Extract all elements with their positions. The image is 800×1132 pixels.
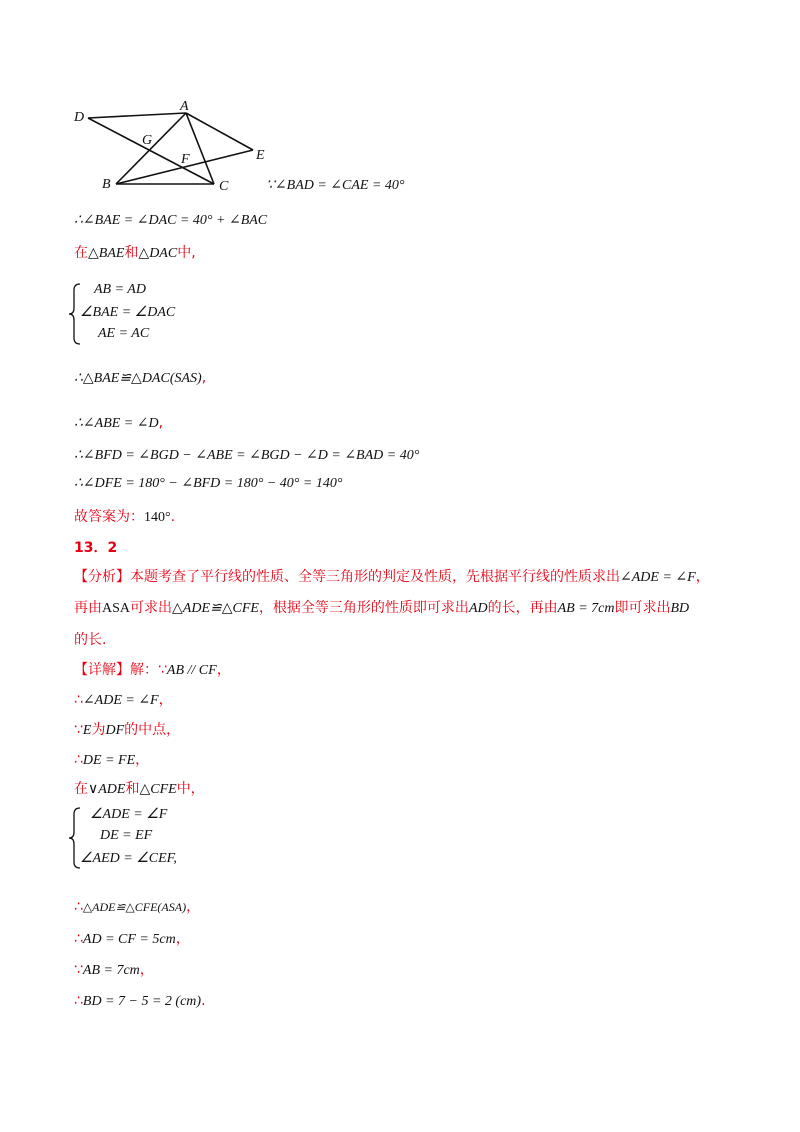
label-c: C [219, 179, 229, 194]
system1-row2: ∠BAE = ∠DAC [80, 305, 176, 320]
math-ab-7: AB = 7cm [557, 601, 615, 616]
therefore: ∴ [74, 931, 83, 947]
math-congruence: △ADE≌△CFE [172, 601, 259, 616]
math-df: DF [105, 723, 125, 738]
system1-row3: AE = AC [98, 326, 150, 341]
text-length: 的长，再由 [487, 600, 558, 616]
math-tri-ade: ∨ADE [88, 782, 126, 797]
comma: ， [186, 899, 201, 915]
math-tri-cfe: △CFE [139, 782, 177, 797]
detail-label: 【详解】解：∵ [74, 662, 167, 678]
math-congruence-sas: ∴△BAE≌△DAC(SAS) [74, 371, 202, 386]
math-ad: AD [468, 601, 488, 616]
text-zhong: 中, [177, 245, 196, 261]
analysis-line1 [74, 567, 710, 588]
math-congruence-asa: △ADE≌△CFE(ASA) [82, 900, 187, 914]
math-bd-result: BD = 7 − 5 = 2 (cm) [82, 994, 202, 1009]
comma: ， [135, 752, 150, 768]
segment-ac [186, 113, 214, 184]
label-b: B [102, 177, 111, 192]
because: ∵ [74, 722, 83, 738]
step-dfe: ∴∠DFE = 180° − ∠BFD = 180° − 40° = 140° [74, 476, 343, 491]
math-parallel: AB // CF [166, 663, 217, 678]
comma: ， [175, 931, 190, 947]
step-abe-d [74, 413, 163, 434]
therefore: ∴ [74, 752, 83, 768]
system2-row1: ∠ADE = ∠F [90, 807, 168, 822]
comma: ， [695, 569, 710, 585]
comma: ， [158, 692, 173, 708]
text-keqiuchu: 可求出 [130, 600, 173, 616]
label-g: G [142, 133, 153, 148]
text-zhong: 中， [176, 781, 205, 797]
system2-row3-text: ∠AED = ∠CEF [80, 851, 174, 866]
detail-line4 [74, 750, 149, 771]
text-he: 和 [124, 245, 139, 261]
math-ab-7cm: AB = 7cm [82, 963, 140, 978]
math-asa: ASA [102, 601, 131, 616]
comma: , [201, 370, 207, 386]
text-zaiyou: 再由 [74, 600, 102, 616]
answer-line [74, 507, 175, 528]
comma: , [158, 415, 164, 431]
segment-ae [186, 113, 253, 150]
math-abe-d: ∴∠ABE = ∠D [74, 416, 159, 431]
text-midpoint: 的中点， [124, 722, 181, 738]
detail-line6 [74, 897, 200, 917]
comma: ， [139, 962, 154, 978]
text-zai: 在 [74, 781, 88, 797]
math-tri-bae: △BAE [88, 246, 125, 261]
math-de-fe: DE = FE [82, 753, 136, 768]
math-ade-f: ∠ADE = ∠F [620, 570, 696, 585]
triangles-intro [74, 243, 196, 264]
question-13: 13．2 [74, 540, 118, 556]
label-e: E [256, 148, 265, 163]
detail-line5 [74, 779, 205, 800]
text-answer: 故答案为： [74, 509, 144, 525]
math-bd: BD [670, 601, 690, 616]
system1-row1: AB = AD [94, 282, 146, 297]
segment-ab [116, 113, 186, 184]
math-ade-f-2: ∠ADE = ∠F [82, 693, 159, 708]
text-he: 和 [125, 781, 140, 797]
system2-row3 [80, 850, 177, 867]
step-bfd: ∴∠BFD = ∠BGD − ∠ABE = ∠BGD − ∠D = ∠BAD = 40° [74, 448, 420, 463]
text-jike: 即可求出 [614, 600, 671, 616]
analysis-line3: 的长. [74, 632, 107, 648]
text-wei: 为 [91, 722, 106, 738]
step-bae-dac: ∴∠BAE = ∠DAC = 40° + ∠BAC [74, 213, 268, 228]
detail-line3 [74, 720, 180, 741]
math-ad-cf: AD = CF = 5cm [82, 932, 176, 947]
comma: , [173, 851, 177, 866]
detail-line2 [74, 690, 173, 711]
because: ∵ [74, 962, 83, 978]
detail-line7 [74, 929, 190, 950]
period: . [170, 509, 176, 525]
period: . [201, 993, 206, 1009]
system2-row2: DE = EF [100, 828, 153, 843]
detail-line9 [74, 991, 206, 1012]
geometry-figure [60, 96, 280, 196]
therefore: ∴ [74, 899, 83, 915]
answer-value: 140° [144, 510, 171, 525]
detail-line1 [74, 660, 231, 681]
segment-da [88, 113, 186, 118]
comma: ， [216, 662, 231, 678]
text-property: ，根据全等三角形的性质即可求出 [258, 600, 469, 616]
label-f: F [181, 152, 190, 167]
label-a: A [180, 99, 189, 114]
detail-line8 [74, 960, 154, 981]
therefore: ∴ [74, 692, 83, 708]
math-tri-dac-2: △DAC [138, 246, 178, 261]
given-angles: ∵∠BAD = ∠CAE = 40° [266, 178, 405, 193]
therefore: ∴ [74, 993, 83, 1009]
text-zai: 在 [74, 245, 88, 261]
segment-dc [88, 118, 214, 184]
analysis-text: 【分析】本题考查了平行线的性质、全等三角形的判定及性质，先根据平行线的性质求出 [74, 569, 620, 585]
math-e: E [82, 723, 92, 738]
label-d: D [74, 110, 85, 125]
analysis-line2 [74, 598, 689, 619]
congruence-sas [74, 368, 206, 389]
